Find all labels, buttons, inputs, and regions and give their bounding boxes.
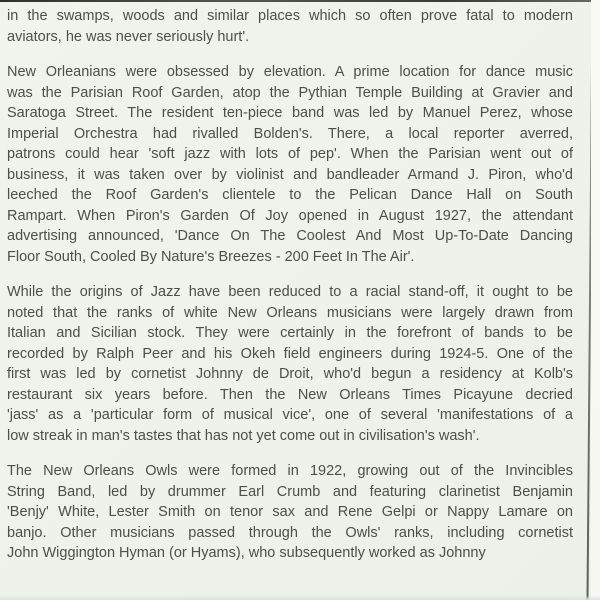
text-line: While the origins of Jazz have been reduced to a racial stand-off, it ought to be (7, 284, 573, 300)
paragraph (7, 62, 573, 267)
text-line: aviators, he was never seriously hurt'. (7, 28, 250, 45)
text-line: banjo. Other musicians passed through the Owls' ranks, including cornetist (7, 524, 573, 541)
paragraph (7, 6, 573, 47)
page-right-margin (591, 0, 600, 600)
text-block (7, 6, 573, 579)
text-line: patrons could hear 'soft jazz with lots of pep'. When the Parisian went out of (7, 146, 573, 162)
text-line: restaurant six years before. Then the New Orleans Times Picayune decried (7, 386, 573, 403)
text-line: noted that the ranks of white New Orleans musicians were largely drawn from (7, 304, 573, 321)
text-line: 'jass' as a 'particular form of musical vice', one of several 'manifestations of a (7, 407, 573, 423)
page-bottom-edge-shadow (0, 596, 600, 600)
text-line: was the Parisian Roof Garden, atop the Pythian Temple Building at Gravier and (7, 84, 573, 101)
text-line: Floor South, Cooled By Nature's Breezes - 200 Feet In The Air'. (7, 248, 415, 265)
page-top-edge-shadow (0, 0, 600, 2)
text-line: String Band, led by drummer Earl Crumb and featuring clarinetist Benjamin (7, 483, 573, 500)
text-line: business, it was taken over by violinist and bandleader Armand J. Piron, who'd (7, 166, 573, 183)
text-line: Italian and Sicilian stock. They were certainly in the forefront of bands to be (7, 325, 573, 341)
text-line: Saratoga Street. The resident ten-piece band was led by Manuel Perez, whose (7, 105, 573, 121)
paragraph (7, 282, 573, 446)
text-line: recorded by Ralph Peer and his Okeh field engineers during 1924-5. One of the (7, 345, 573, 362)
text-line: Imperial Orchestra had rivalled Bolden's. There, a local reporter averred, (7, 125, 573, 142)
text-line: low streak in man's tastes that has not yet come out in civilisation's wash'. (7, 427, 480, 444)
text-line: first was led by cornetist Johnny de Droit, who'd begun a residency at Kolb's (7, 366, 573, 382)
text-line: in the swamps, woods and similar places which so often prove fatal to modern (7, 8, 573, 24)
text-line: leeched the Roof Garden's clientele to the Pelican Dance Hall on South (7, 187, 573, 203)
text-line: advertising announced, 'Dance On The Coolest And Most Up-To-Date Dancing (7, 228, 573, 244)
text-line: Rampart. When Piron's Garden Of Joy opened in August 1927, the attendant (7, 207, 573, 224)
text-line: New Orleanians were obsessed by elevation. A prime location for dance music (7, 64, 573, 80)
text-line: The New Orleans Owls were formed in 1922, growing out of the Invincibles (7, 463, 573, 479)
paragraph (7, 461, 573, 564)
text-line: 'Benjy' White, Lester Smith on tenor sax and Rene Gelpi or Nappy Lamare on (7, 504, 573, 520)
text-line: John Wiggington Hyman (or Hyams), who subsequently worked as Johnny (7, 545, 486, 561)
